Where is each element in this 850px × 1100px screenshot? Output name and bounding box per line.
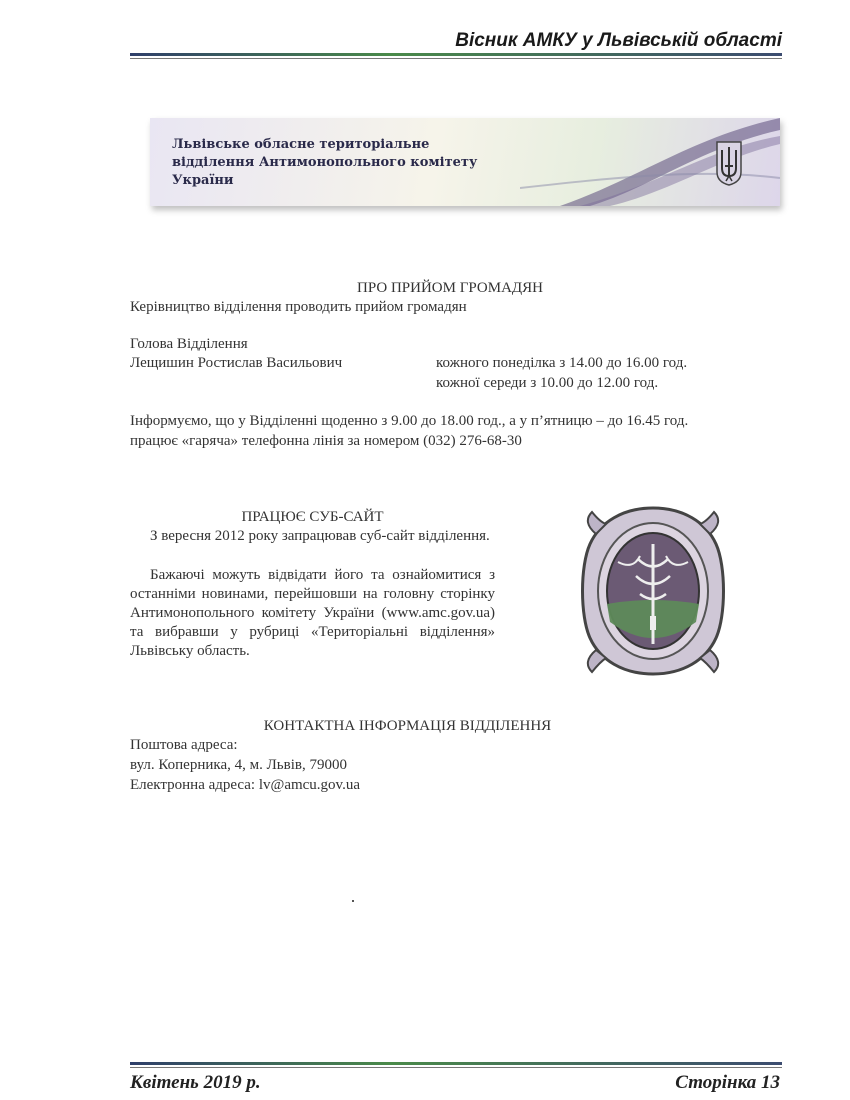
email-line: Електронна адреса: lv@amcu.gov.ua — [130, 777, 360, 793]
banner-text — [172, 136, 532, 190]
header-rule-thin — [130, 58, 782, 59]
subsite-heading: ПРАЦЮЄ СУБ-САЙТ — [241, 509, 384, 525]
amcu-emblem-icon — [578, 504, 728, 678]
hotline-info-line1: Інформуємо, що у Відділенні щоденно з 9.00 до 18.00 год., а у п’ятницю – до 16.45 год. — [130, 413, 689, 429]
issue-date: Квітень 2019 р. — [130, 1072, 261, 1093]
postal-label: Поштова адреса: — [130, 737, 238, 753]
head-role: Голова Відділення — [130, 336, 248, 352]
subsite-paragraph-1: З вересня 2012 року запрацював суб-сайт відділення. — [150, 528, 490, 544]
publication-title: Вісник АМКУ у Львівській області — [455, 30, 782, 51]
head-name: Лещишин Ростислав Васильович — [130, 355, 343, 371]
subsite-paragraph-2: Бажаючі можуть відвідати його та ознайомитися з останніми новинами, перейшовши на головну сторінку Антимонопольного комітету України (www.amc.gov.ua) та вибравши у рубриці «Територіальні відділення» Львівську область. — [130, 567, 495, 659]
department-banner — [150, 118, 780, 206]
scan-dot — [352, 900, 354, 902]
contacts-heading: КОНТАКТНА ІНФОРМАЦІЯ ВІДДІЛЕННЯ — [263, 718, 552, 734]
banner-line-2: відділення Антимонопольного комітету — [172, 155, 478, 170]
trident-coat-of-arms-icon — [714, 138, 744, 186]
reception-intro: Керівництво відділення проводить прийом громадян — [130, 299, 467, 315]
banner-line-1: Львівське обласне територіальне — [172, 137, 430, 152]
footer-rule — [130, 1062, 782, 1065]
postal-address: вул. Коперника, 4, м. Львів, 79000 — [130, 757, 347, 773]
page-number: Сторінка 13 — [675, 1072, 780, 1093]
reception-heading: ПРО ПРИЙОМ ГРОМАДЯН — [357, 280, 543, 296]
footer-rule-thin — [130, 1067, 782, 1068]
schedule-monday: кожного понеділка з 14.00 до 16.00 год. — [436, 355, 688, 371]
header-rule — [130, 53, 782, 56]
schedule-wednesday: кожної середи з 10.00 до 12.00 год. — [436, 375, 659, 391]
banner-line-3: України — [172, 173, 234, 188]
hotline-info-line2: працює «гаряча» телефонна лінія за номером (032) 276-68-30 — [130, 433, 522, 449]
